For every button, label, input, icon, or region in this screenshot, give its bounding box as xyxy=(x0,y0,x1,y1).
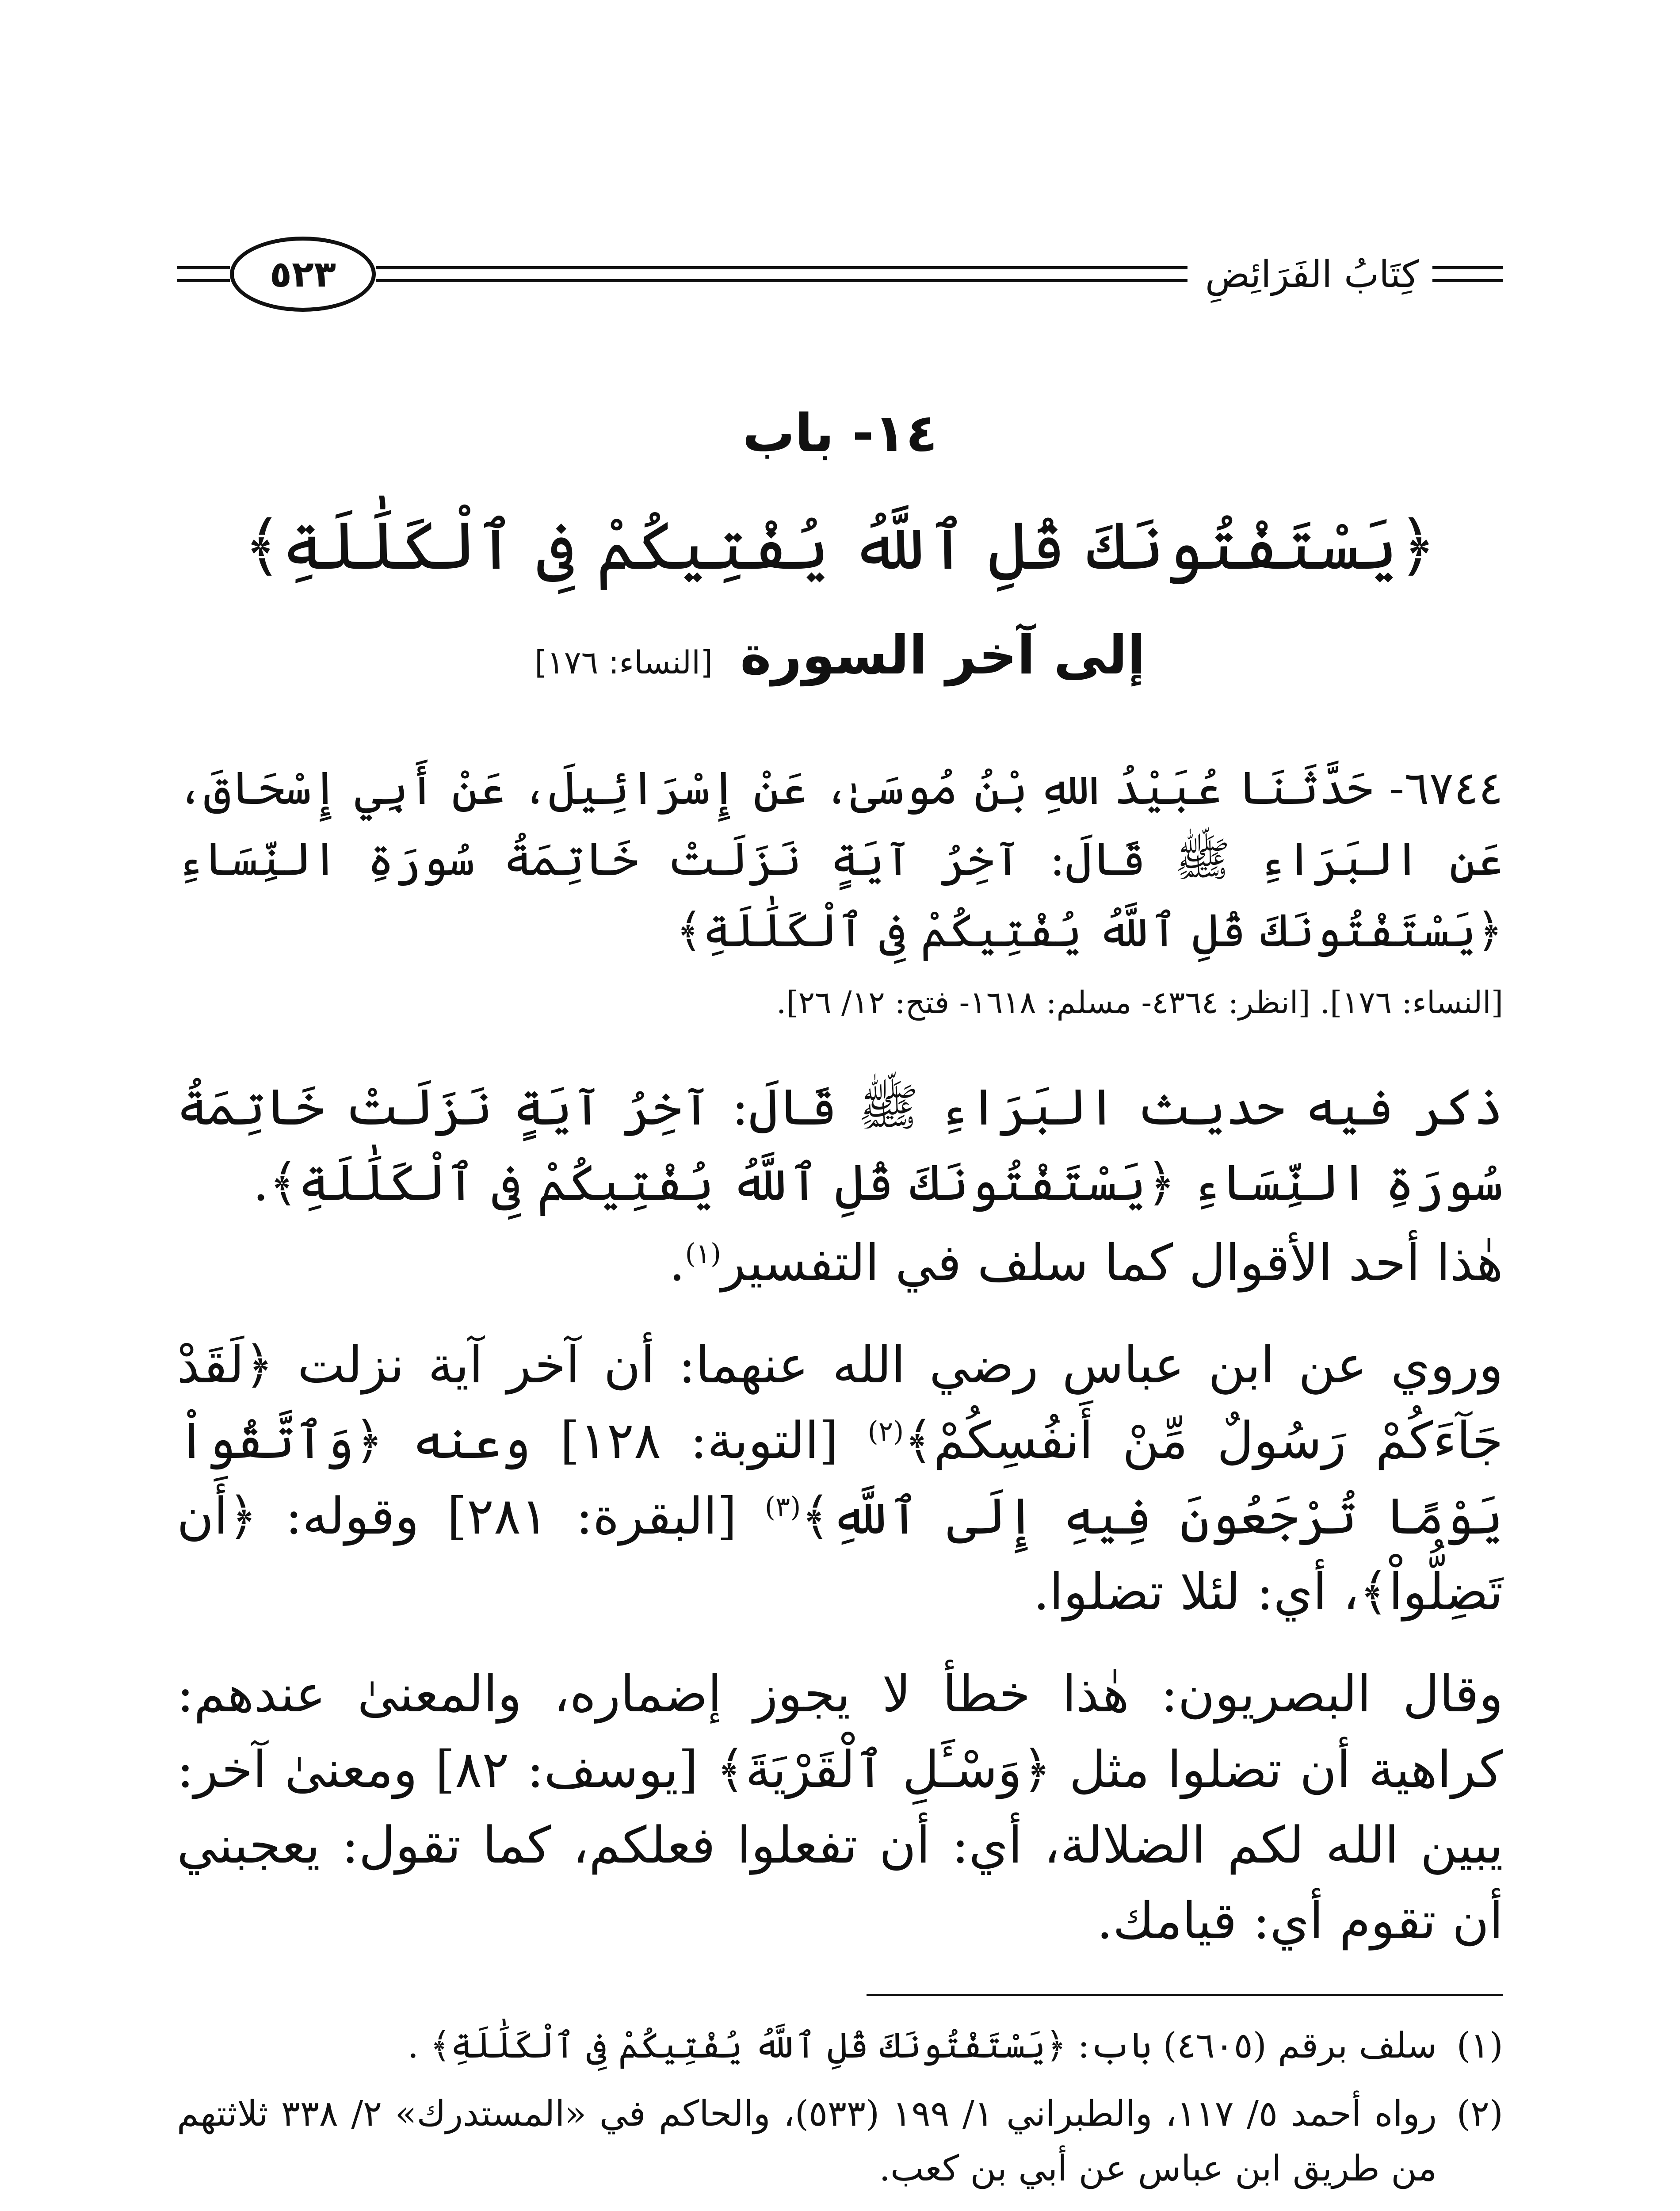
header-rule-left xyxy=(177,266,230,282)
footnote-marker-2[interactable]: (٢) xyxy=(867,1415,904,1447)
chapter-subtitle xyxy=(177,625,1503,686)
commentary-2-tail: . xyxy=(669,1233,685,1292)
hadith-reference: [النساء: ١٧٦]. [انظر: ٤٣٦٤- مسلم: ١٦١٨- فتح: ١٢/ ٢٦]. xyxy=(776,984,1503,1021)
footnotes xyxy=(177,2018,1503,2211)
book-title: كِتَابُ الفَرَائِضِ xyxy=(1205,252,1419,296)
footnote-item xyxy=(177,2018,1503,2073)
commentary-2-text: هٰذا أحد الأقوال كما سلف في التفسير xyxy=(721,1233,1503,1292)
footnote-number xyxy=(1437,2209,1503,2211)
footnote-number: (١) xyxy=(1456,2024,1503,2066)
footnote-text: رواه أحمد ٥/ ١١٧، والطبراني ١/ ١٩٩ (٥٣٣)، والحاكم في «المستدرك» ٢/ ٣٣٨ ثلاثتهم من طريق ابن عباس عن أبي بن كعب. xyxy=(177,2092,1437,2189)
chapter-heading: ١٤- باب xyxy=(742,402,938,463)
commentary-paragraph-3 xyxy=(177,1327,1503,1630)
page-number: ٥٢٣ xyxy=(230,237,376,312)
commentary-3-tail: [التوبة: ١٢٨] وعنه ﴿وَٱتَّقُواْ يَوْمًا تُرْجَعُونَ فِيهِ إِلَى ٱللَّهِ﴾ xyxy=(177,1411,1503,1545)
commentary-3-text: وروي عن ابن عباس رضي الله عنهما: أن آخر آية نزلت ﴿لَقَدْ جَآءَكُمْ رَسُولٌ مِّنْ أَنفُسِكُمْ﴾ xyxy=(177,1335,1503,1470)
footnote-marker-1[interactable]: (١) xyxy=(685,1237,722,1270)
chapter-subtitle-ref: [النساء: ١٧٦] xyxy=(535,644,713,681)
header-rule-right xyxy=(1432,266,1503,282)
footnote-marker-3[interactable]: (٣) xyxy=(764,1490,801,1523)
footnote-item xyxy=(177,2209,1503,2211)
page xyxy=(177,230,1503,2211)
hadith-text: ٦٧٤٤- حَدَّثَنَا عُبَيْدُ اللهِ بْنُ مُوسَىٰ، عَنْ إِسْرَائِيلَ، عَنْ أَبِي إِسْحَاقَ، عَنِ البَرَاءِ ﷺ قَالَ: آخِرُ آيَةٍ نَزَلَتْ خَاتِمَةُ سُورَةِ النِّسَاءِ ﴿يَسْتَفْتُونَكَ قُلِ ٱللَّهُ يُفْتِيكُمْ فِى ٱلْكَلَٰلَةِ﴾ xyxy=(177,761,1503,958)
footnote-number: (٢) xyxy=(1456,2092,1503,2134)
chapter-subtitle-text: إلى آخر السورة xyxy=(740,625,1145,686)
commentary-paragraph-4: وقال البصريون: هٰذا خطأ لا يجوز إضماره، والمعنىٰ عندهم: كراهية أن تضلوا مثل ﴿وَسْـَٔلِ ٱلْقَرْيَةَ﴾ [يوسف: ٨٢] ومعنىٰ آخر: يبين الله لكم الضلالة، أي: أن تفعلوا فعلكم، كما تقول: يعجبني أن تقوم أي: قيامك. xyxy=(177,1664,1503,1950)
header-rule xyxy=(376,266,1187,282)
chapter-verse: ﴿يَسْتَفْتُونَكَ قُلِ ٱللَّهُ يُفْتِيكُمْ فِى ٱلْكَلَٰلَةِ﴾ xyxy=(243,508,1437,585)
running-header xyxy=(177,230,1503,318)
commentary-3-tail2: [البقرة: ٢٨١] وقوله: ﴿أَن تَضِلُّواْ﴾، أي: لئلا تضلوا. xyxy=(177,1486,1503,1621)
commentary-paragraph-2 xyxy=(177,1225,1503,1301)
footnote-divider xyxy=(867,1994,1503,1996)
footnote-text: سلف برقم (٤٦٠٥) باب: ﴿يَسْتَفْتُونَكَ قُلِ ٱللَّهُ يُفْتِيكُمْ فِى ٱلْكَلَٰلَةِ﴾ . xyxy=(407,2024,1437,2066)
footnote-item xyxy=(177,2086,1503,2196)
footnote-text xyxy=(177,2209,1437,2211)
commentary-paragraph-1: ذكر فيه حديث البَرَاءِ ﷺ قَالَ: آخِرُ آيَةٍ نَزَلَتْ خَاتِمَةُ سُورَةِ النِّسَاءِ ﴿يَسْتَفْتُونَكَ قُلِ ٱللَّهُ يُفْتِيكُمْ فِى ٱلْكَلَٰلَةِ﴾. xyxy=(177,1077,1503,1212)
